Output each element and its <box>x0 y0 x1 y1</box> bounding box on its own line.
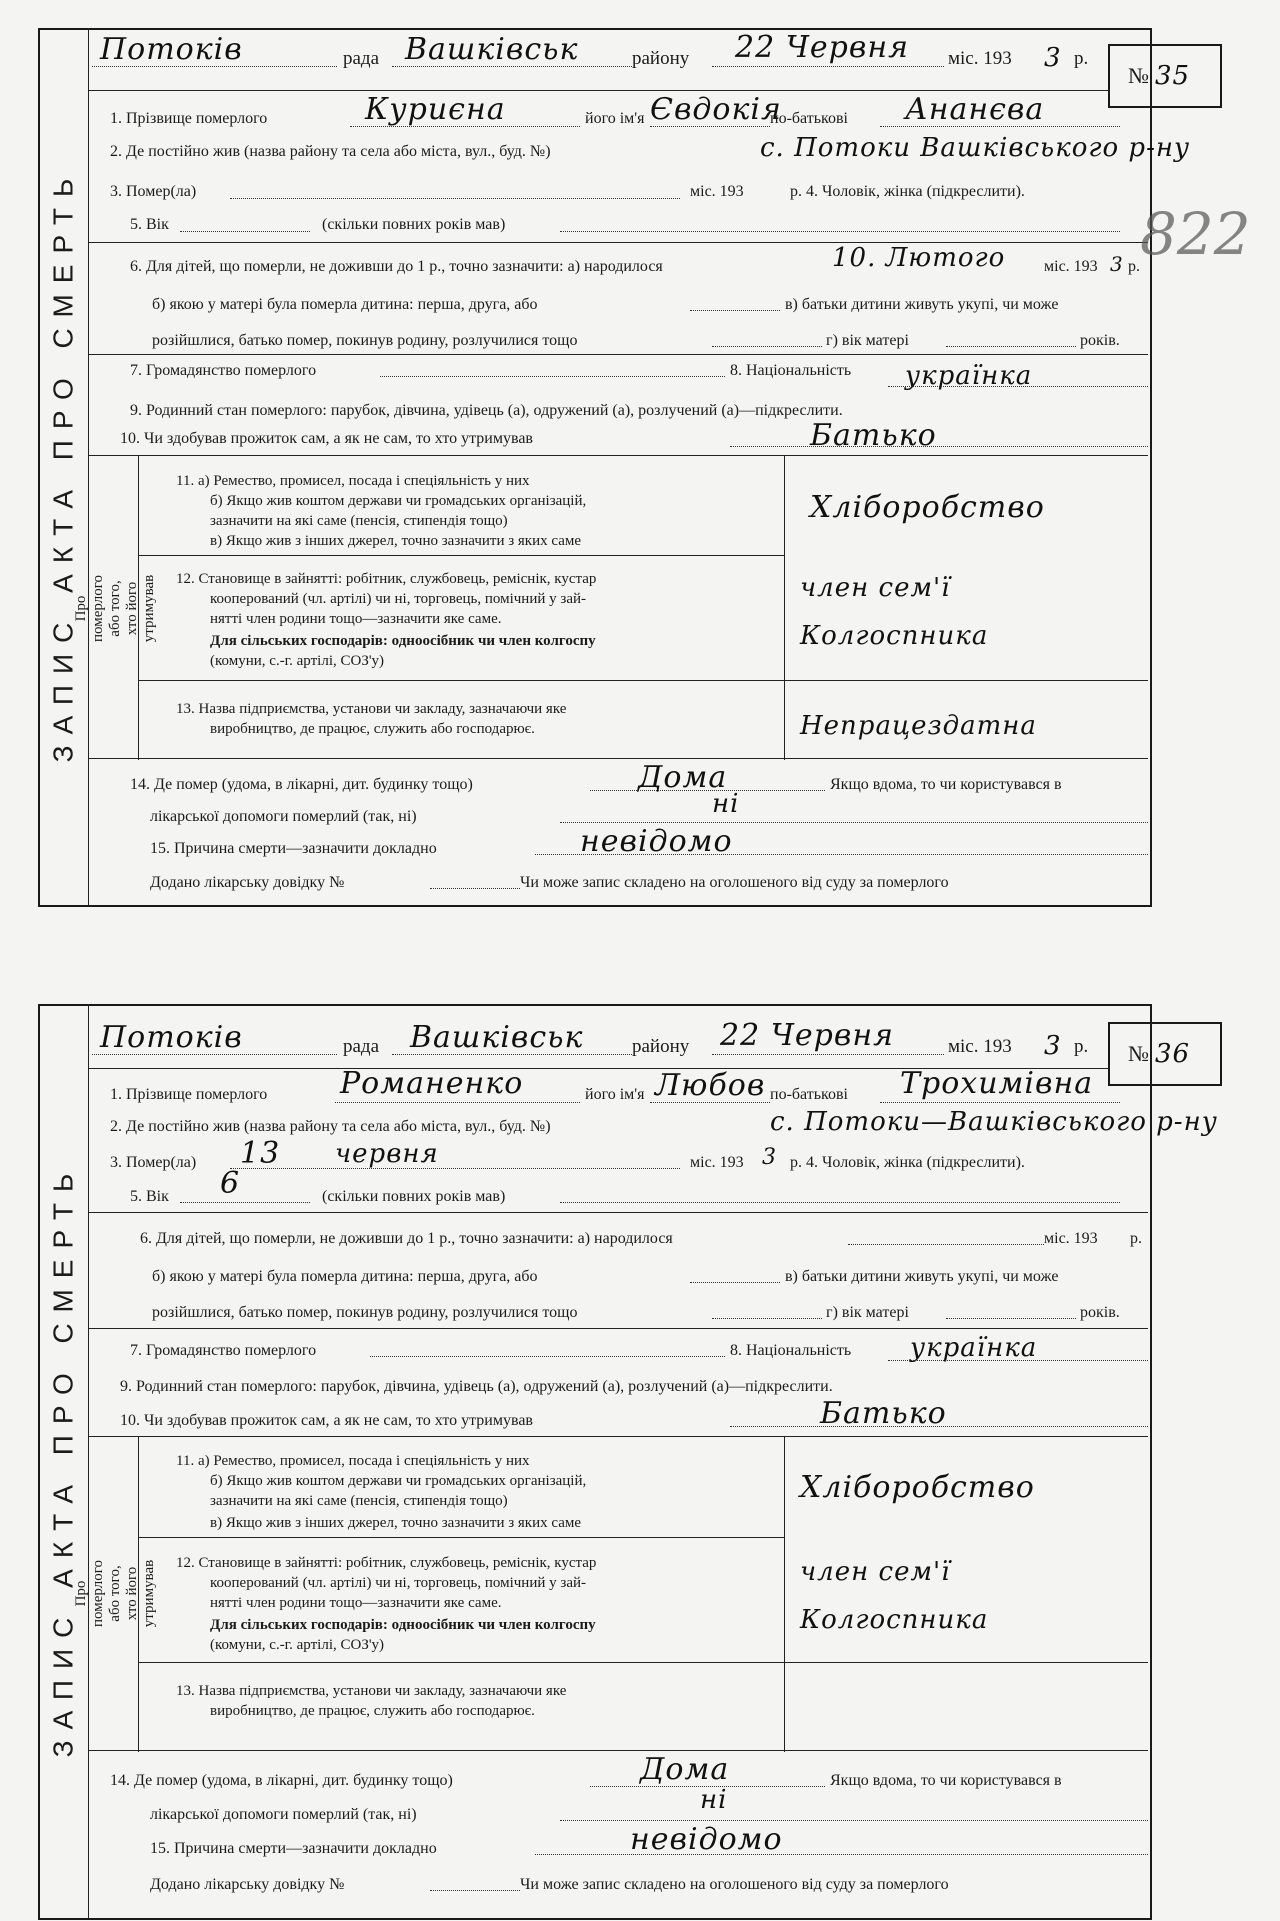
place-of-death-value: Дома <box>638 760 728 795</box>
name-value: Євдокія <box>650 92 782 127</box>
dotted-line <box>888 1360 1148 1361</box>
died-year-digit: 3 <box>762 1145 777 1170</box>
died-day-value: 13 <box>240 1136 281 1171</box>
divider <box>88 758 1148 759</box>
dotted-line <box>560 1202 1120 1203</box>
q9-label: 9. Родинний стан померлого: парубок, дівчина, удівець (а), одружений (а), розлучений (а)—підкреслити. <box>120 1378 833 1395</box>
divider <box>138 555 784 556</box>
q6-line3a: розійшлися, батько помер, покинув родину, розлучилися тощо <box>152 1304 578 1321</box>
born-value: 10. Лютого <box>832 243 1006 273</box>
nationality-value: українка <box>905 361 1033 391</box>
doc-right: Чи може запис складено на оголошеного від суду за померлого <box>520 874 949 891</box>
council-value: Потоків <box>100 32 243 67</box>
divider <box>88 28 89 905</box>
divider <box>88 1436 1148 1437</box>
dotted-line <box>712 66 944 67</box>
dotted-line <box>430 888 520 889</box>
divider <box>88 1004 89 1918</box>
date-value: 22 Червня <box>735 30 909 65</box>
number-label: № <box>1128 1041 1149 1066</box>
dotted-line <box>712 1054 944 1055</box>
q1-label: 1. Прізвище померлого <box>110 1086 268 1103</box>
status-value-2: Колгоспника <box>800 1605 989 1635</box>
dotted-line <box>946 1318 1076 1319</box>
surname-value: Романенко <box>340 1066 524 1101</box>
year-suffix: р. <box>1074 48 1089 69</box>
occupation-value: Хліборобство <box>800 1470 1035 1505</box>
q15-label: 15. Причина смерти—зазначити докладно <box>150 840 437 857</box>
death-record-1 <box>0 0 1280 920</box>
margin-note: 822 <box>1140 200 1251 268</box>
q13-line1: 13. Назва підприємства, установи чи закладу, зазначаючи яке <box>176 701 567 717</box>
divider <box>138 1537 784 1538</box>
q13-line2: виробництво, де працює, служить або господарює. <box>210 1703 535 1719</box>
status-value-2: Колгоспника <box>800 621 989 651</box>
q14-label: 14. Де помер (удома, в лікарні, дит. будинку тощо) <box>130 776 473 793</box>
divider <box>88 90 1108 91</box>
q1-name-label: його ім'я <box>585 1086 645 1103</box>
dotted-line <box>560 1820 1148 1821</box>
dotted-line <box>180 231 310 232</box>
dotted-line <box>392 66 632 67</box>
date-value: 22 Червня <box>720 1018 894 1053</box>
divider <box>138 455 139 760</box>
q11-line1: 11. а) Ремество, промисел, посада і спеціяльність у них <box>176 1453 530 1469</box>
dotted-line <box>230 198 680 199</box>
dotted-line <box>535 1854 1148 1855</box>
q13-line2: виробництво, де працює, служить або господарює. <box>210 721 535 737</box>
q10-label: 10. Чи здобував прожиток сам, а як не сам, то хто утримував <box>120 430 533 447</box>
death-record-2 <box>0 1002 1280 1921</box>
status-value-1: член сем'ї <box>800 1557 951 1587</box>
q8-label: 8. Національність <box>730 362 852 379</box>
q6-month-label: міс. 193 <box>1044 1230 1098 1247</box>
name-value: Любов <box>655 1068 766 1103</box>
q5-label: 5. Вік <box>130 216 169 233</box>
sidebar-title: ЗАПИС АКТА ПРО СМЕРТЬ <box>47 1162 78 1758</box>
q11-line2: б) Якщо жив коштом держави чи громадських організацій, <box>210 1473 587 1489</box>
q1-label: 1. Прізвище померлого <box>110 110 268 127</box>
dotted-line <box>560 231 1120 232</box>
sidebar-title: ЗАПИС АКТА ПРО СМЕРТЬ <box>47 167 78 763</box>
q14-line2: лікарської допомоги померлий (так, ні) <box>150 808 417 825</box>
q5-suffix: (скільки повних років мав) <box>322 1188 506 1205</box>
supported-by-value: Батько <box>820 1396 947 1431</box>
divider <box>88 1750 1148 1751</box>
record-number: 36 <box>1155 1039 1191 1069</box>
record-number: 35 <box>1155 61 1191 91</box>
doc-right: Чи може запис складено на оголошеного від суду за померлого <box>520 1876 949 1893</box>
year-digit: 3 <box>1044 43 1062 73</box>
dotted-line <box>535 854 1148 855</box>
dotted-line <box>712 1318 822 1319</box>
q12-line2: кооперований (чл. артілі) чи ні, торговець, помічний у зай- <box>210 591 586 607</box>
q12-line5: (комуни, с.-г. артілі, СОЗ'у) <box>210 1637 385 1653</box>
rada-label: рада <box>343 1036 380 1057</box>
dotted-line <box>590 790 825 791</box>
q3-label: 3. Помер(ла) <box>110 183 197 200</box>
divider <box>784 455 785 760</box>
dotted-line <box>848 1244 1044 1245</box>
q11-line1: 11. а) Ремество, промисел, посада і спеціяльність у них <box>176 473 530 489</box>
q7-label: 7. Громадянство померлого <box>130 362 317 379</box>
district-value: Вашківськ <box>410 1020 584 1055</box>
number-label: № <box>1128 63 1149 88</box>
q6-month-label: міс. 193 <box>1044 258 1098 275</box>
occupation-value: Хліборобство <box>810 490 1045 525</box>
surname-value: Куриєна <box>365 92 506 127</box>
q6-rokiv: років. <box>1080 332 1120 349</box>
q6-line2b: в) батьки дитини живуть укупі, чи може <box>785 296 1059 313</box>
q6-line2a: б) якою у матері була померла дитина: перша, друга, або <box>152 296 538 313</box>
q6-r: р. <box>1130 1230 1142 1247</box>
divider <box>138 680 1148 681</box>
cause-value: невідомо <box>630 1822 783 1857</box>
q6-line2b: в) батьки дитини живуть укупі, чи може <box>785 1268 1059 1285</box>
q6-line1: 6. Для дітей, що померли, не доживши до 1 р., точно зазначити: а) народилося <box>140 1230 673 1247</box>
q10-label: 10. Чи здобував прожиток сам, а як не сам, то хто утримував <box>120 1412 533 1429</box>
dotted-line <box>650 126 770 127</box>
q4-label: р. 4. Чоловік, жінка (підкреслити). <box>790 1154 1025 1171</box>
dotted-line <box>392 1054 632 1055</box>
dotted-line <box>730 446 1148 447</box>
rada-label: рада <box>343 48 380 69</box>
place-of-death-value: Дома <box>640 1752 730 1787</box>
q3-month-label: міс. 193 <box>690 183 744 200</box>
q2-label: 2. Де постійно жив (назва району та села або міста, вул., буд. №) <box>110 143 551 160</box>
enterprise-value: Непрацездатна <box>800 711 1037 741</box>
q12-line2: кооперований (чл. артілі) чи ні, торговець, помічний у зай- <box>210 1575 586 1591</box>
status-value-1: член сем'ї <box>800 573 951 603</box>
dotted-line <box>430 1890 520 1891</box>
divider <box>88 1328 1148 1329</box>
q12-line3: нятті член родини тощо—зазначити яке саме. <box>210 1595 502 1611</box>
dotted-line <box>730 1426 1148 1427</box>
q11-line3: зазначити на які саме (пенсія, стипендія тощо) <box>210 1493 508 1509</box>
med-help-value: ні <box>700 1785 728 1815</box>
q5-label: 5. Вік <box>130 1188 169 1205</box>
record-number-box <box>1108 1022 1222 1086</box>
died-month-value: червня <box>335 1139 439 1169</box>
q6-r: р. <box>1128 258 1140 275</box>
month-label: міс. 193 <box>948 48 1012 69</box>
q12-line5: (комуни, с.-г. артілі, СОЗ'у) <box>210 653 385 669</box>
dotted-line <box>335 1102 580 1103</box>
q12-line4: Для сільських господарів: одноосібник чи член колгоспу <box>210 633 596 649</box>
dotted-line <box>380 376 725 377</box>
dotted-line <box>946 346 1076 347</box>
q14-line2: лікарської допомоги померлий (так, ні) <box>150 1806 417 1823</box>
q9-label: 9. Родинний стан померлого: парубок, дівчина, удівець (а), одружений (а), розлучений (а)—підкреслити. <box>130 402 843 419</box>
dotted-line <box>888 386 1148 387</box>
q11-line3: зазначити на які саме (пенсія, стипендія тощо) <box>210 513 508 529</box>
q11-line2: б) Якщо жив коштом держави чи громадських організацій, <box>210 493 587 509</box>
q12-line3: нятті член родини тощо—зазначити яке саме. <box>210 611 502 627</box>
side-group-label: Про померлого або того, хто його утримував <box>73 1559 158 1627</box>
divider <box>88 354 1148 355</box>
dotted-line <box>560 822 1148 823</box>
q11-line4: в) Якщо жив з інших джерел, точно зазначити з яких саме <box>210 533 582 549</box>
q1-patronymic-label: по-батькові <box>770 110 848 127</box>
q8-label: 8. Національність <box>730 1342 852 1359</box>
dotted-line <box>180 1202 310 1203</box>
nationality-value: українка <box>910 1333 1038 1363</box>
q6-rokiv: років. <box>1080 1304 1120 1321</box>
dotted-line <box>690 310 780 311</box>
supported-by-value: Батько <box>810 418 937 453</box>
dotted-line <box>650 1102 770 1103</box>
q14-right: Якщо вдома, то чи користувався в <box>830 1772 1062 1789</box>
age-value: 6 <box>220 1166 241 1201</box>
dotted-line <box>230 1168 680 1169</box>
raion-label: району <box>632 1036 690 1057</box>
raion-label: району <box>632 48 690 69</box>
dotted-line <box>350 126 580 127</box>
q4-label: р. 4. Чоловік, жінка (підкреслити). <box>790 183 1025 200</box>
residence-value: с. Потоки—Вашківського р-ну <box>770 1107 1218 1137</box>
med-help-value: ні <box>712 789 740 819</box>
side-group-label: Про померлого або того, хто його утримував <box>73 574 158 642</box>
q12-line1: 12. Становище в зайнятті: робітник, службовець, реміснік, кустар <box>176 1555 597 1571</box>
record-number-box <box>1108 44 1222 108</box>
q6-line3b: г) вік матері <box>826 332 909 349</box>
divider <box>88 455 1148 456</box>
dotted-line <box>880 1102 1120 1103</box>
q12-line4: Для сільських господарів: одноосібник чи член колгоспу <box>210 1617 596 1633</box>
year-suffix: р. <box>1074 1036 1089 1057</box>
q2-label: 2. Де постійно жив (назва району та села або міста, вул., буд. №) <box>110 1118 551 1135</box>
dotted-line <box>690 1282 780 1283</box>
q1-patronymic-label: по-батькові <box>770 1086 848 1103</box>
patronymic-value: Трохимівна <box>900 1066 1094 1101</box>
q6-line1: 6. Для дітей, що померли, не доживши до 1 р., точно зазначити: а) народилося <box>130 258 663 275</box>
council-value: Потоків <box>100 1020 243 1055</box>
q12-line1: 12. Становище в зайнятті: робітник, службовець, реміснік, кустар <box>176 571 597 587</box>
dotted-line <box>370 1356 725 1357</box>
dotted-line <box>712 346 822 347</box>
patronymic-value: Ананєва <box>905 92 1045 127</box>
doc-label: Додано лікарську довідку № <box>150 874 345 891</box>
q5-suffix: (скільки повних років мав) <box>322 216 506 233</box>
doc-label: Додано лікарську довідку № <box>150 1876 345 1893</box>
dotted-line <box>880 126 1120 127</box>
born-year-digit: 3 <box>1110 252 1124 276</box>
month-label: міс. 193 <box>948 1036 1012 1057</box>
q3-month-label: міс. 193 <box>690 1154 744 1171</box>
q11-line4: в) Якщо жив з інших джерел, точно зазначити з яких саме <box>210 1515 582 1531</box>
q7-label: 7. Громадянство померлого <box>130 1342 317 1359</box>
q6-line3a: розійшлися, батько помер, покинув родину, розлучилися тощо <box>152 332 578 349</box>
divider <box>784 1436 785 1752</box>
dotted-line <box>92 1054 337 1055</box>
year-digit: 3 <box>1044 1031 1062 1061</box>
q13-line1: 13. Назва підприємства, установи чи закладу, зазначаючи яке <box>176 1683 567 1699</box>
district-value: Вашківськ <box>405 32 579 67</box>
divider <box>138 1436 139 1752</box>
q14-right: Якщо вдома, то чи користувався в <box>830 776 1062 793</box>
residence-value: с. Потоки Вашківського р-ну <box>760 133 1191 163</box>
q3-label: 3. Помер(ла) <box>110 1154 197 1171</box>
q1-name-label: його ім'я <box>585 110 645 127</box>
divider <box>88 1212 1148 1213</box>
cause-value: невідомо <box>580 824 733 859</box>
q6-line3b: г) вік матері <box>826 1304 909 1321</box>
dotted-line <box>92 66 337 67</box>
q6-line2a: б) якою у матері була померла дитина: перша, друга, або <box>152 1268 538 1285</box>
divider <box>138 1662 1148 1663</box>
q15-label: 15. Причина смерти—зазначити докладно <box>150 1840 437 1857</box>
q14-label: 14. Де помер (удома, в лікарні, дит. будинку тощо) <box>110 1772 453 1789</box>
